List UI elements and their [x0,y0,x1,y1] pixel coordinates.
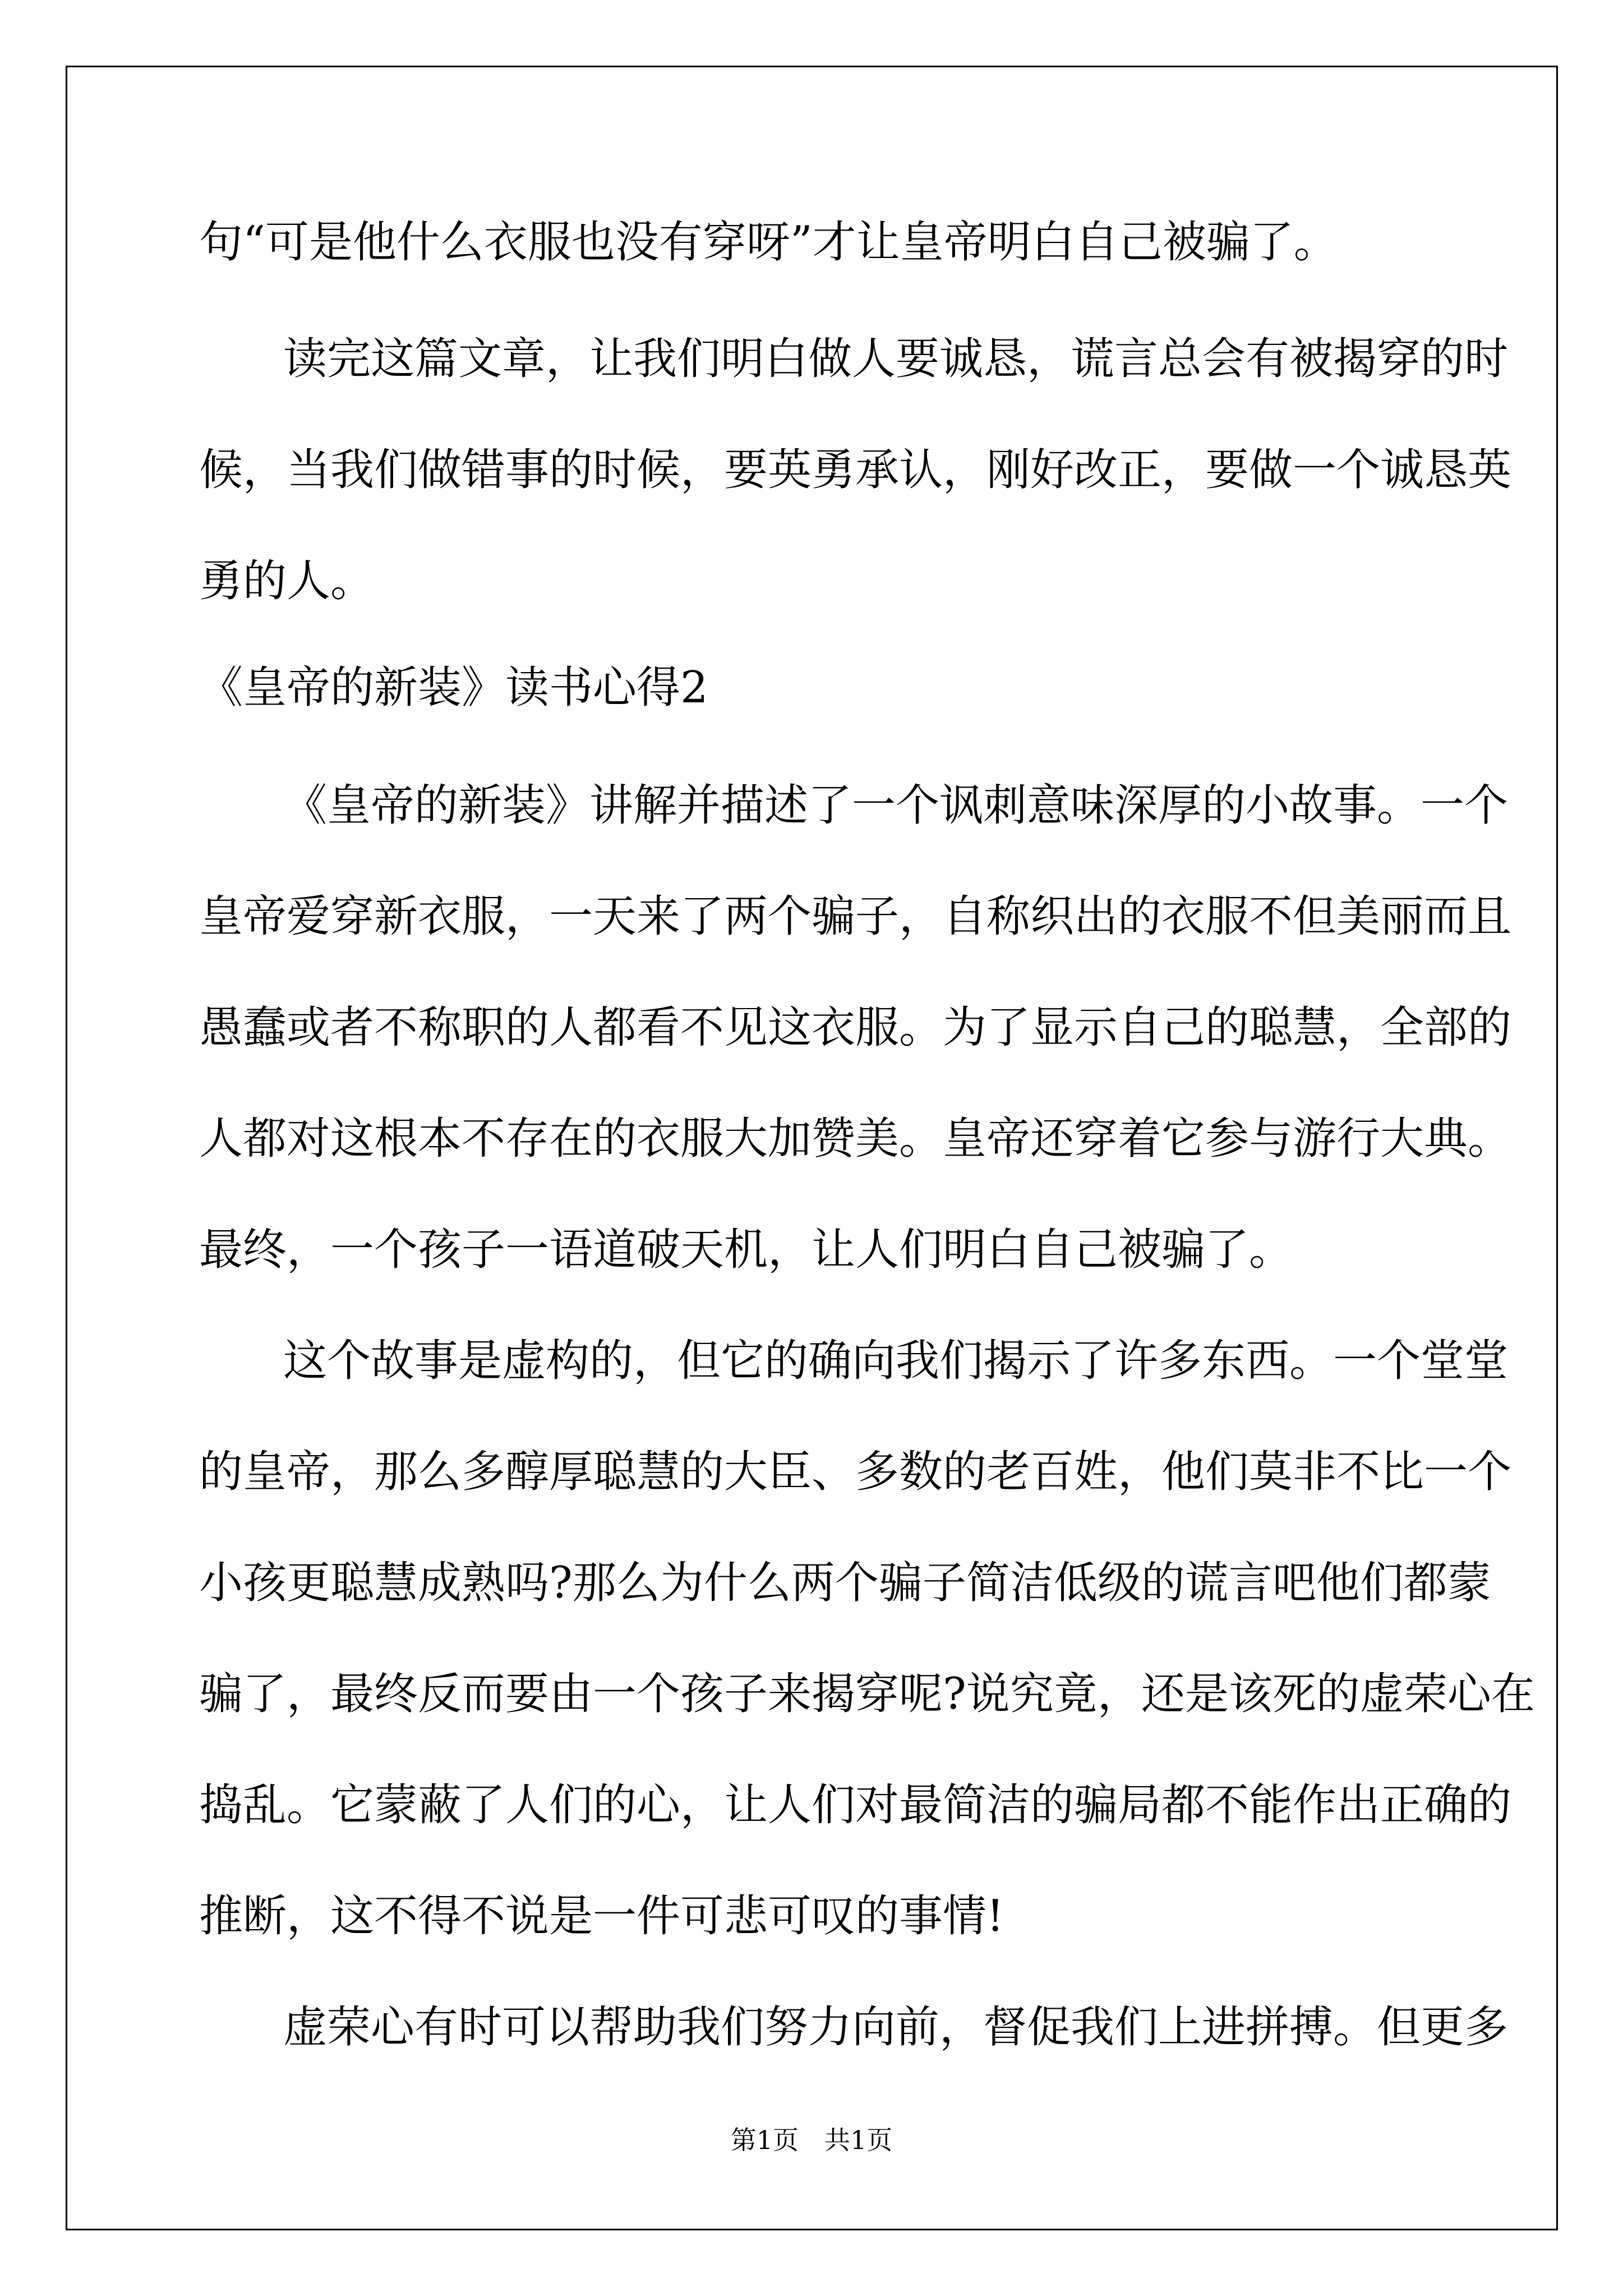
text-line-11: 这个故事是虚构的，但它的确向我们揭示了许多东西。一个堂堂 [283,1336,1509,1386]
page-footer: 第1页 共1页 [730,2125,893,2155]
text-line-9: 人都对这根本不存在的衣服大加赞美。皇帝还穿着它参与游行大典。 [199,1114,1512,1164]
text-line-14: 骗了，最终反而要由一个孩子来揭穿呢?说究竟，还是该死的虚荣心在 [199,1669,1535,1719]
text-line-10: 最终，一个孩子一语道破天机，让人们明白自己被骗了。 [199,1225,1293,1275]
text-line-4: 勇的人。 [199,556,375,606]
text-line-8: 愚蠢或者不称职的人都看不见这衣服。为了显示自己的聪慧，全部的 [199,1002,1512,1053]
text-line-1: 句“可是他什么衣服也没有穿呀”才让皇帝明白自己被骗了。 [199,217,1338,268]
text-line-17: 虚荣心有时可以帮助我们努力向前，督促我们上进拼搏。但更多 [283,2002,1509,2053]
text-line-7: 皇帝爱穿新衣服，一天来了两个骗子，自称织出的衣服不但美丽而且 [199,891,1512,942]
text-line-12: 的皇帝，那么多醇厚聪慧的大臣、多数的老百姓，他们莫非不比一个 [199,1447,1512,1497]
text-line-13: 小孩更聪慧成熟吗?那么为什么两个骗子简洁低级的谎言吧他们都蒙 [199,1558,1491,1608]
text-line-16: 推断，这不得不说是一件可悲可叹的事情! [199,1891,1004,1941]
text-line-2: 读完这篇文章，让我们明白做人要诚恳，谎言总会有被揭穿的时 [283,334,1509,384]
section-heading: 《皇帝的新装》读书心得2 [199,662,708,713]
text-line-6: 《皇帝的新装》讲解并描述了一个讽刺意味深厚的小故事。一个 [283,780,1509,831]
text-line-3: 候，当我们做错事的时候，要英勇承认，刚好改正，要做一个诚恳英 [199,445,1512,495]
text-line-15: 捣乱。它蒙蔽了人们的心，让人们对最简洁的骗局都不能作出正确的 [199,1780,1512,1830]
